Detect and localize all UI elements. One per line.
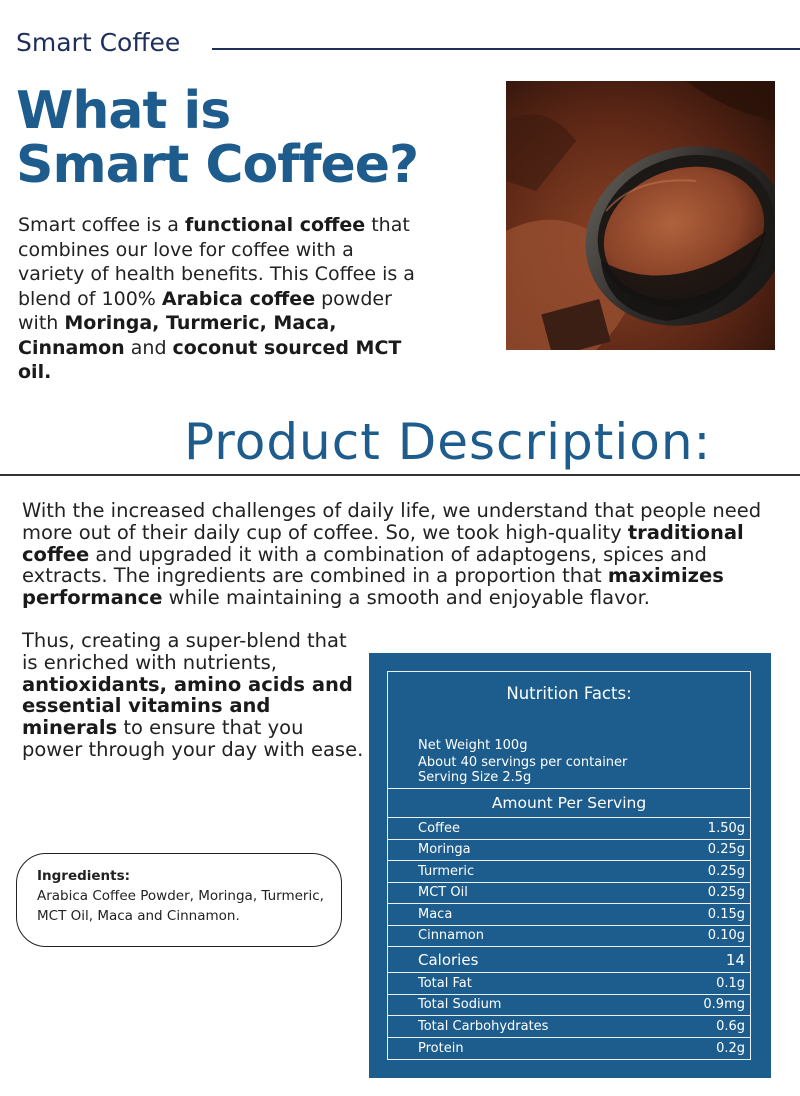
intro-text-1: Smart coffee is a — [18, 214, 185, 236]
headline-line-1: What is — [16, 81, 231, 141]
nutrient-label: Protein — [418, 1040, 464, 1056]
servings-per-container: About 40 servings per container — [418, 755, 628, 770]
intro-bold-1: functional coffee — [185, 214, 366, 236]
nutrition-row — [388, 883, 750, 905]
product-description-title: Product Description: — [184, 413, 712, 471]
nutrient-value: 0.2g — [716, 1040, 745, 1056]
nutrition-row — [388, 861, 750, 883]
brand-divider — [212, 48, 800, 50]
nutrition-row — [388, 818, 750, 840]
net-weight: Net Weight 100g — [418, 738, 528, 753]
nutrient-value: 0.1g — [716, 975, 745, 991]
calories-row — [388, 947, 750, 973]
nutrition-row — [388, 904, 750, 926]
intro-bold-4: coconut sourced MCT oil. — [18, 336, 402, 383]
desc-text-3: while maintaining a smooth and enjoyable flavor. — [162, 586, 651, 610]
desc-text-5: to ensure that you power through your day with ease. — [22, 716, 364, 761]
desc-text-1: With the increased challenges of daily life, we understand that people need more out of their daily cup of coffee. So, we took high-quality — [22, 499, 762, 544]
nutrient-label: Moringa — [418, 842, 471, 858]
description-paragraph — [22, 500, 762, 609]
nutrient-value: 0.15g — [707, 906, 745, 922]
nutrient-label: Cinnamon — [418, 928, 484, 944]
intro-text-2: that combines our love for coffee with a variety of health benefits. This Coffee is a blend of 100% — [18, 214, 415, 310]
nutrient-value: 0.25g — [707, 885, 745, 901]
nutrition-row — [388, 973, 750, 995]
nutrient-value: 14 — [725, 950, 745, 969]
nutrition-facts-panel — [369, 653, 771, 1078]
nutrient-label: Maca — [418, 906, 453, 922]
nutrition-title: Nutrition Facts: — [506, 684, 632, 703]
nutrient-value: 1.50g — [707, 820, 745, 836]
intro-text-3: powder with — [18, 287, 392, 334]
desc-bold-2: maximizes performance — [22, 564, 724, 610]
nutrient-label: Coffee — [418, 820, 460, 836]
intro-paragraph — [18, 213, 418, 385]
intro-bold-2: Arabica coffee — [161, 287, 316, 310]
ingredients-text: Arabica Coffee Powder, Moringa, Turmeric, MCT Oil, Maca and Cinnamon. — [37, 888, 324, 924]
section-divider — [0, 474, 800, 476]
desc-bold-3: antioxidants, amino acids and essential vitamins and minerals — [22, 672, 353, 740]
desc-bold-1: traditional coffee — [22, 520, 744, 566]
nutrient-label: Total Carbohydrates — [418, 1018, 549, 1034]
coffee-photo-icon — [506, 81, 775, 350]
nutrition-row — [388, 1016, 750, 1038]
nutrition-row — [388, 1038, 750, 1060]
nutrient-value: 0.25g — [707, 863, 745, 879]
nutrient-label: Total Fat — [418, 975, 472, 991]
desc-text-2: and upgraded it with a combination of adaptogens, spices and extracts. The ingredients are combined in a proportion that — [22, 542, 707, 588]
nutrition-row — [388, 995, 750, 1017]
coffee-powder-scoop-photo — [506, 81, 775, 350]
nutrient-value: 0.6g — [716, 1018, 745, 1034]
nutrient-value: 0.9mg — [703, 997, 745, 1013]
headline-line-2: Smart Coffee? — [16, 135, 419, 195]
nutrition-facts-frame — [387, 671, 751, 1060]
amount-per-serving-header: Amount Per Serving — [388, 789, 750, 818]
page-headline — [16, 81, 496, 195]
nutrition-row — [388, 926, 750, 948]
nutrient-value: 0.25g — [707, 842, 745, 858]
intro-text-4: and — [124, 336, 173, 359]
intro-bold-3: Moringa, Turmeric, Maca, Cinnamon — [18, 312, 337, 359]
nutrient-value: 0.10g — [707, 928, 745, 944]
nutrient-label: Turmeric — [418, 863, 475, 879]
description-paragraph-2 — [22, 630, 367, 761]
serving-size: Serving Size 2.5g — [418, 770, 532, 785]
desc-text-4: Thus, creating a super-blend that is enriched with nutrients, — [22, 629, 347, 674]
nutrition-header — [388, 672, 750, 789]
ingredients-title: Ingredients: — [37, 868, 131, 884]
nutrition-row — [388, 840, 750, 862]
ingredients-box — [16, 853, 342, 947]
brand-title: Smart Coffee — [16, 28, 181, 57]
nutrient-label: MCT Oil — [418, 885, 468, 901]
nutrient-label: Calories — [418, 950, 479, 969]
nutrient-label: Total Sodium — [418, 997, 502, 1013]
